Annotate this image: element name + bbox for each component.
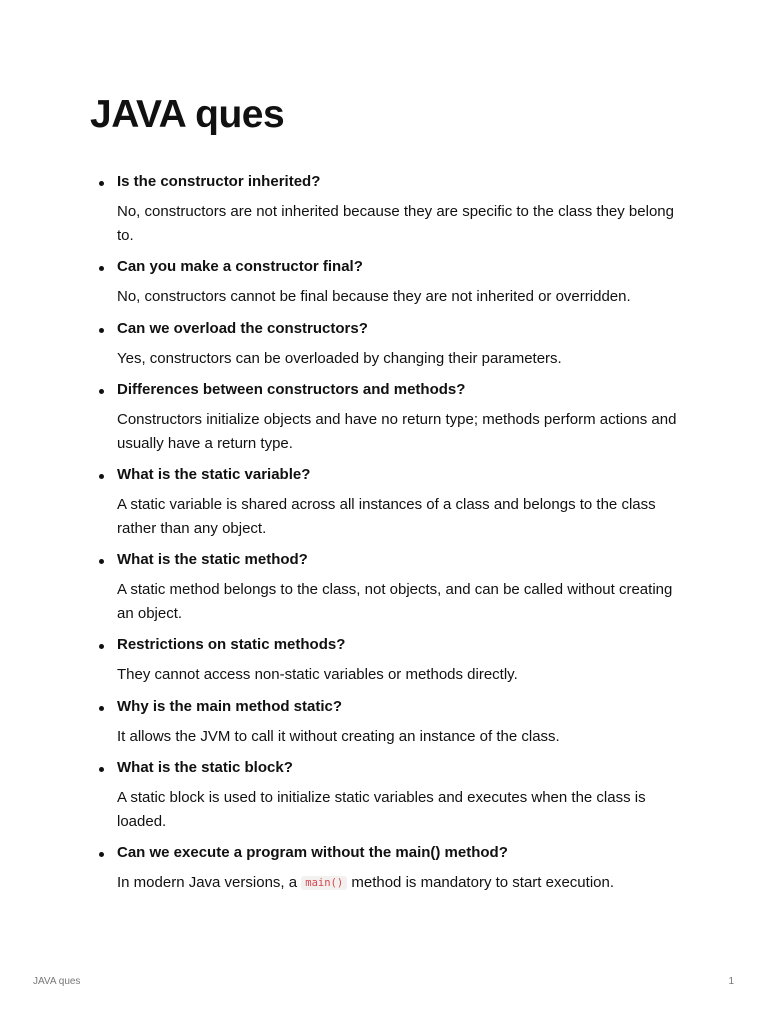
question: Differences between constructors and methods? <box>117 381 466 398</box>
bullet-dot-icon <box>99 181 104 186</box>
bullet-dot-icon <box>99 266 104 271</box>
list-item <box>117 841 677 896</box>
qa-list <box>117 170 677 904</box>
question: Can you make a constructor final? <box>117 258 363 275</box>
answer: No, constructors are not inherited because they are specific to the class they belong to. <box>117 203 674 244</box>
list-item <box>117 756 677 833</box>
bullet-dot-icon <box>99 644 104 649</box>
answer: They cannot access non-static variables or methods directly. <box>117 666 518 683</box>
list-item <box>117 463 677 540</box>
page-title: JAVA ques <box>90 93 285 136</box>
bullet-dot-icon <box>99 328 104 333</box>
list-item <box>117 548 677 625</box>
answer: A static variable is shared across all instances of a class and belongs to the class rather than any object. <box>117 496 656 537</box>
inline-code: main() <box>301 876 347 890</box>
question: What is the static block? <box>117 759 293 776</box>
bullet-dot-icon <box>99 767 104 772</box>
question: What is the static method? <box>117 551 308 568</box>
bullet-dot-icon <box>99 559 104 564</box>
question: Can we overload the constructors? <box>117 319 368 337</box>
list-item <box>117 633 677 687</box>
answer: A static block is used to initialize static variables and executes when the class is loaded. <box>117 789 646 830</box>
question: Why is the main method static? <box>117 697 343 715</box>
answer-text: method is mandatory to start execution. <box>347 874 615 891</box>
question: What is the static variable? <box>117 466 311 483</box>
answer: A static method belongs to the class, not objects, and can be called without creating an object. <box>117 581 673 622</box>
answer: Yes, constructors can be overloaded by changing their parameters. <box>117 349 562 367</box>
footer-title: JAVA ques <box>33 976 81 987</box>
page-number: 1 <box>728 976 734 987</box>
bullet-dot-icon <box>99 474 104 479</box>
answer: No, constructors cannot be final because they are not inherited or overridden. <box>117 288 631 305</box>
answer-text: In modern Java versions, a <box>117 874 302 891</box>
list-item <box>117 170 677 247</box>
bullet-dot-icon <box>99 852 104 857</box>
list-item <box>117 317 677 371</box>
answer <box>117 871 677 896</box>
question: Is the constructor inherited? <box>117 173 321 190</box>
answer: It allows the JVM to call it without creating an instance of the class. <box>117 727 560 745</box>
bullet-dot-icon <box>99 706 104 711</box>
answer: Constructors initialize objects and have no return type; methods perform actions and usually have a return type. <box>117 411 677 452</box>
bullet-dot-icon <box>99 389 104 394</box>
list-item <box>117 255 677 309</box>
question: Can we execute a program without the main() method? <box>117 844 508 861</box>
question: Restrictions on static methods? <box>117 636 346 653</box>
list-item <box>117 695 677 749</box>
list-item <box>117 378 677 455</box>
